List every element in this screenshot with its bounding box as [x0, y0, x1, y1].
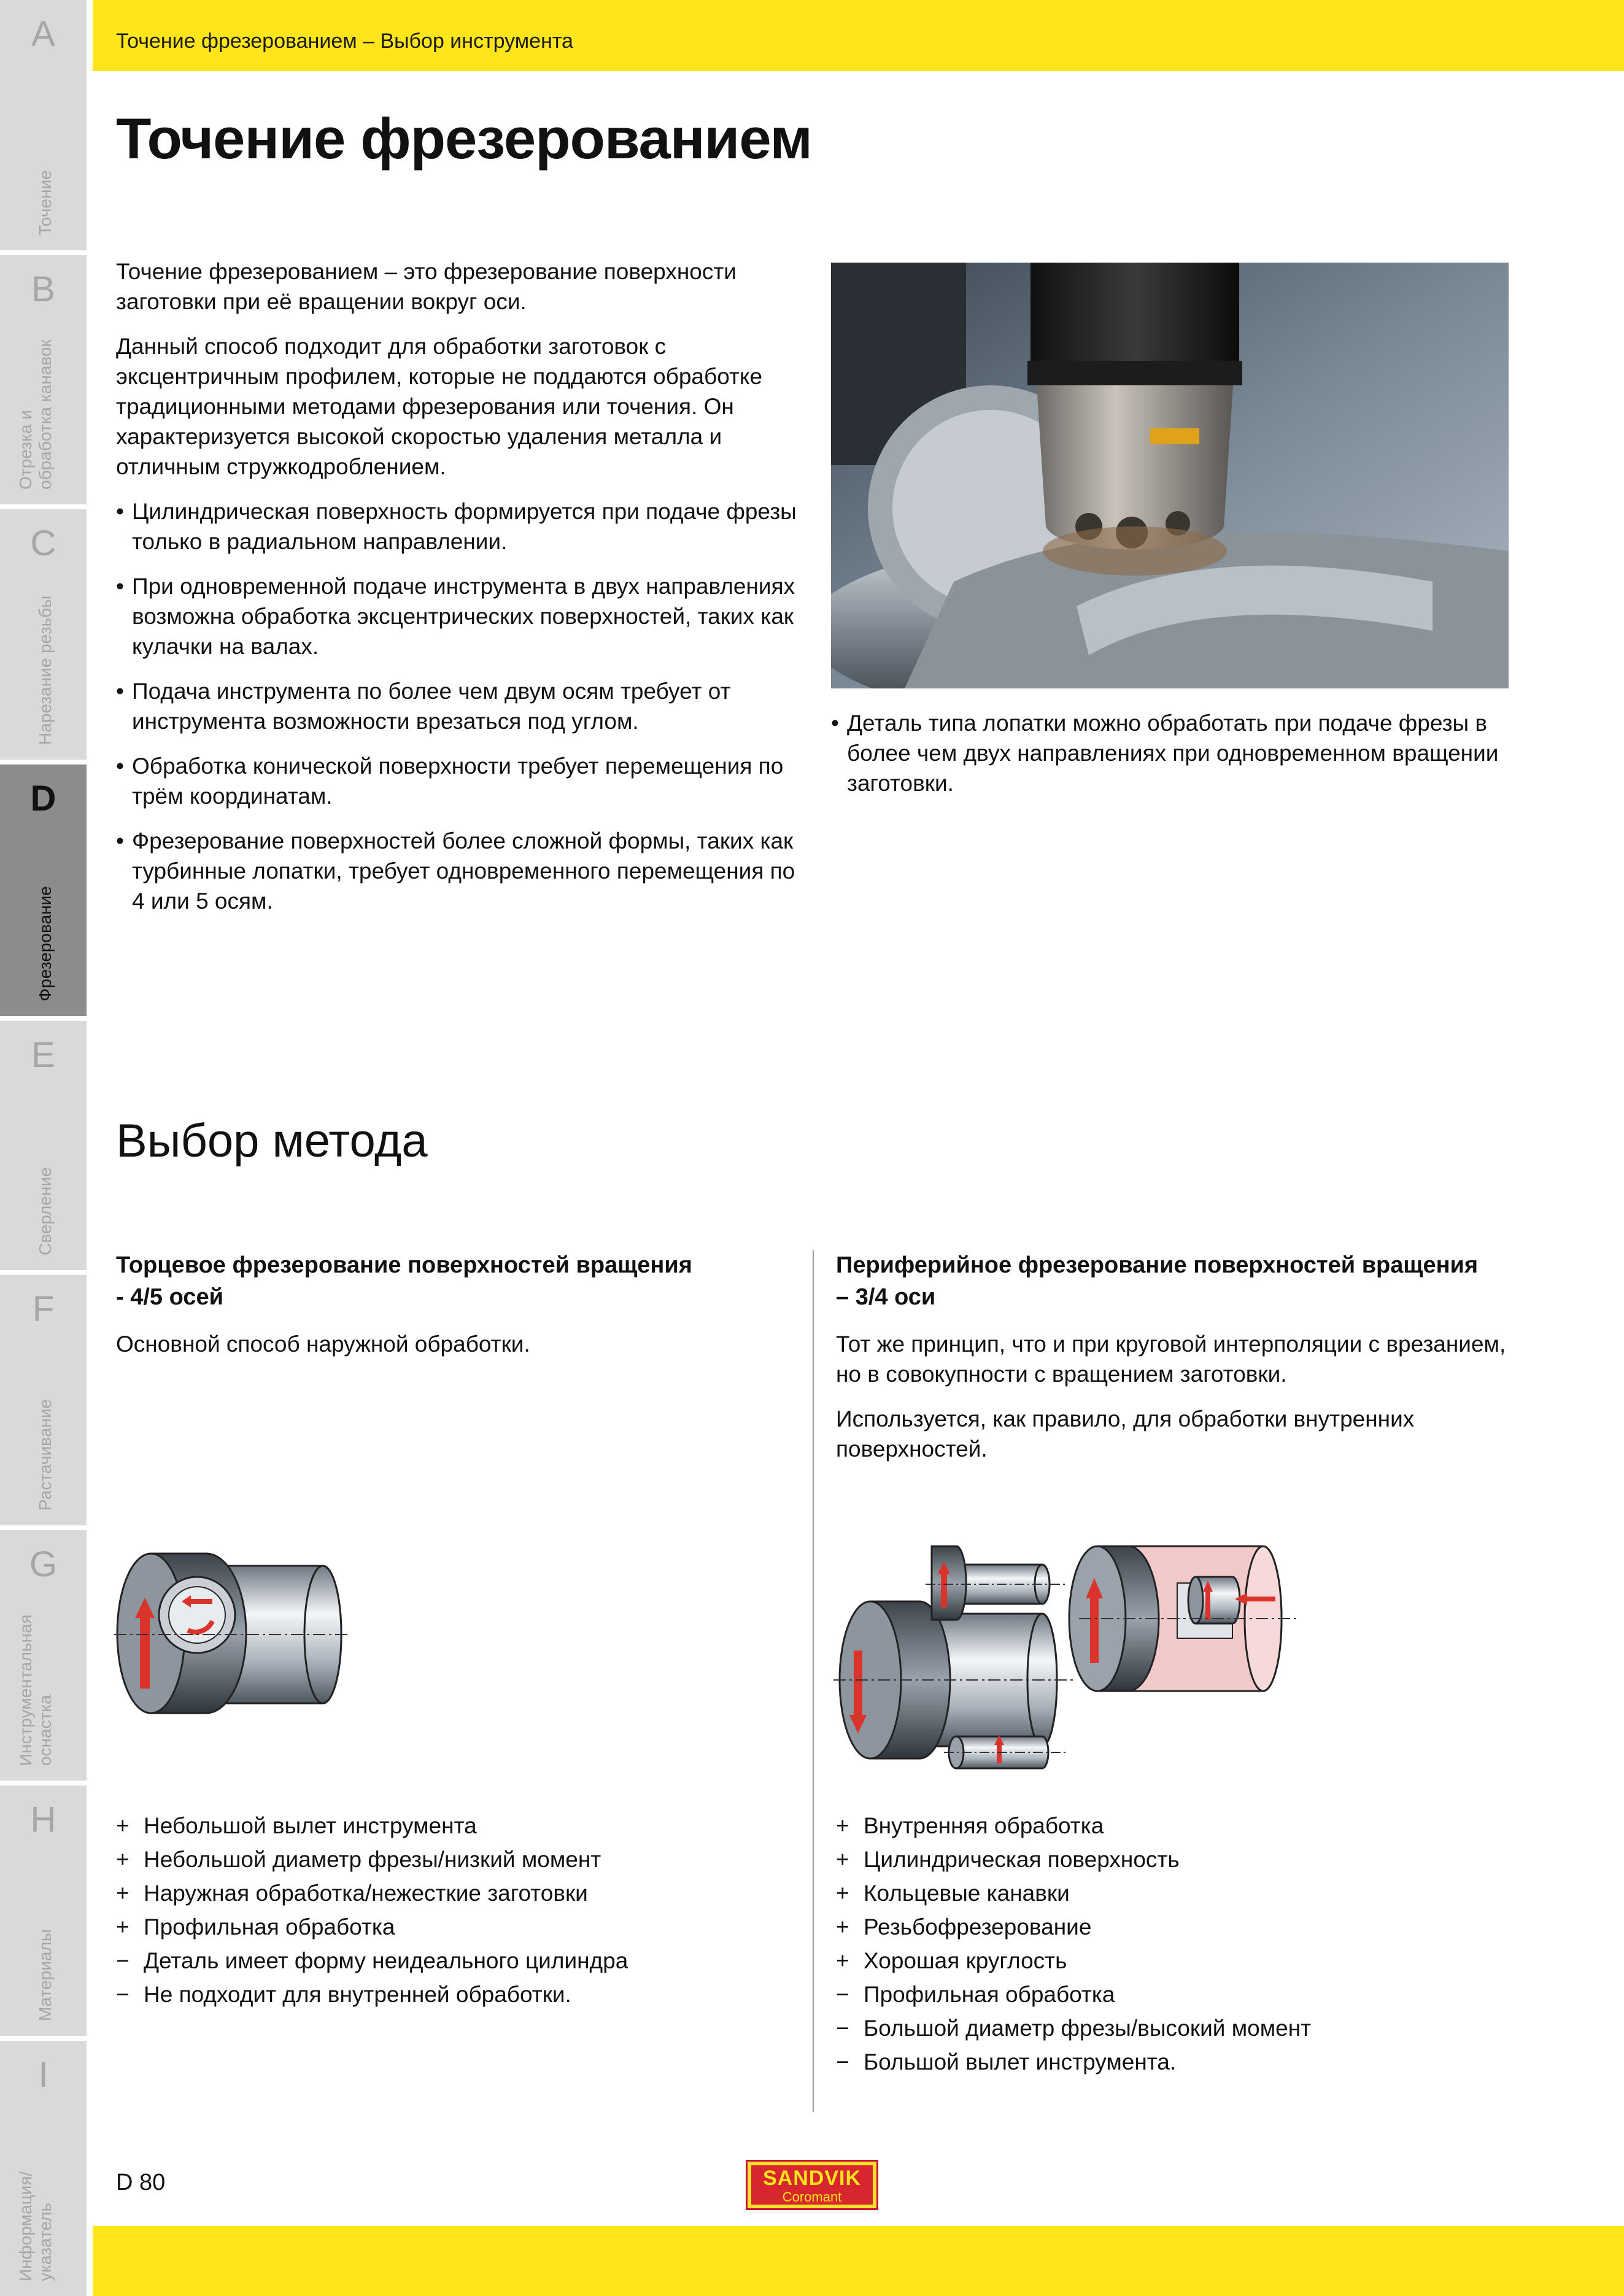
- list-item: [116, 1876, 628, 1910]
- list-item-sign: +: [836, 1813, 849, 1838]
- list-item: [836, 1978, 1311, 2011]
- side-tab-letter: A: [31, 14, 55, 54]
- side-tab-label: Отрезка и обработка канавок: [16, 339, 55, 490]
- list-item-sign: −: [836, 2049, 849, 2074]
- face-milling-diagram: [114, 1541, 347, 1725]
- list-item: [836, 2045, 1311, 2079]
- intro-bullet: • При одновременной подаче инструмента в двух направлениях возможна обработка эксцентрических поверхностей, таких как кулачки на валах.: [116, 571, 810, 661]
- list-item-sign: −: [836, 1982, 849, 2007]
- right-method-heading-line1: Периферийное фрезерование поверхностей вращения: [836, 1252, 1479, 1278]
- left-method-heading: [116, 1249, 797, 1313]
- side-tab-i[interactable]: [0, 2041, 87, 2296]
- intro-paragraph: Точение фрезерованием – это фрезерование поверхности заготовки при её вращении вокруг оси.: [116, 259, 737, 314]
- side-tab-letter: G: [29, 1544, 58, 1584]
- left-method-desc: [116, 1329, 797, 1374]
- photo-caption-bullet: • Деталь типа лопатки можно обработать при подаче фрезы в более чем двух направлениях при одновременном вращении заготовки.: [831, 708, 1512, 798]
- list-item: [836, 1876, 1311, 1910]
- intro-text: [116, 256, 810, 931]
- logo-panel: [751, 2165, 873, 2205]
- left-method-desc-text: Основной способ наружной обработки.: [116, 1331, 530, 1357]
- list-item-text: Наружная обработка/нежесткие заготовки: [144, 1881, 588, 1906]
- list-item: [836, 1809, 1311, 1843]
- list-item-text: Кольцевые канавки: [864, 1881, 1070, 1906]
- list-item-text: Хорошая круглость: [864, 1948, 1067, 1973]
- side-tab-h[interactable]: [0, 1786, 87, 2036]
- side-tab-label: Информация/ указатель: [16, 2171, 55, 2281]
- left-pros-cons-list: [116, 1809, 628, 2011]
- side-tab-label: Растачивание: [36, 1399, 55, 1511]
- list-item-sign: +: [116, 1881, 130, 1906]
- list-item-text: Профильная обработка: [144, 1914, 395, 1940]
- list-item-text: Небольшой диаметр фрезы/низкий момент: [144, 1847, 601, 1872]
- side-tab-g[interactable]: [0, 1530, 87, 1781]
- header-bar: [93, 0, 1624, 71]
- left-method-heading-line2: - 4/5 осей: [116, 1284, 223, 1310]
- photo-caption: [831, 708, 1512, 813]
- list-item: [116, 1843, 628, 1876]
- list-item: [836, 1944, 1311, 1978]
- list-item-text: Профильная обработка: [864, 1982, 1115, 2007]
- list-item-text: Большой вылет инструмента.: [864, 2049, 1177, 2074]
- list-item-sign: −: [836, 2016, 849, 2041]
- list-item-text: Небольшой вылет инструмента: [144, 1813, 477, 1838]
- side-tab-label: Точение: [36, 170, 55, 236]
- side-tab-label: Нарезание резьбы: [36, 595, 55, 745]
- side-tab-letter: D: [30, 779, 56, 819]
- intro-paragraph: Данный способ подходит для обработки заготовок с эксцентричным профилем, которые не поддаются обработке традиционными методами фрезерования или точения. Он характеризуется высокой скоростью удаления металла и отличным стружкодроблением.: [116, 334, 763, 479]
- milling-photo-illustration: [831, 263, 1509, 688]
- logo-sub-text: Coromant: [782, 2189, 842, 2205]
- side-tab-label: Фрезерование: [36, 886, 55, 1001]
- side-tab-bar: [0, 0, 87, 2296]
- list-item-text: Деталь имеет форму неидеального цилиндра: [144, 1948, 628, 1973]
- side-tab-f[interactable]: [0, 1275, 87, 1525]
- right-method-heading: [836, 1249, 1536, 1313]
- side-tab-letter: C: [30, 523, 56, 563]
- list-item: [836, 1910, 1311, 1944]
- right-method-desc-text: Тот же принцип, что и при круговой интерполяции с врезанием, но в совокупности с вращением заготовки.: [836, 1331, 1506, 1387]
- list-item-sign: +: [836, 1914, 849, 1940]
- list-item-text: Цилиндрическая поверхность: [864, 1847, 1180, 1872]
- list-item: [116, 1809, 628, 1843]
- list-item-sign: −: [116, 1948, 130, 1973]
- side-tab-c[interactable]: [0, 509, 87, 760]
- side-tab-letter: I: [38, 2055, 48, 2095]
- page-number: D 80: [116, 2170, 166, 2195]
- list-item-sign: +: [116, 1847, 130, 1872]
- side-tab-label: Материалы: [36, 1929, 55, 2021]
- list-item-sign: +: [836, 1881, 849, 1906]
- side-tab-letter: B: [31, 269, 55, 309]
- side-tab-a[interactable]: [0, 0, 87, 250]
- list-item-text: Не подходит для внутренней обработки.: [144, 1982, 571, 2007]
- list-item: [836, 2011, 1311, 2045]
- list-item: [836, 1843, 1311, 1876]
- page-title: Точение фрезерованием: [116, 106, 812, 171]
- list-item: [116, 1910, 628, 1944]
- side-tab-label: Инструментальная оснастка: [16, 1614, 55, 1766]
- right-method-desc: [836, 1329, 1523, 1479]
- list-item: [116, 1944, 628, 1978]
- intro-bullet: • Фрезерование поверхностей более сложной формы, таких как турбинные лопатки, требует одновременного перемещения по 4 или 5 осям.: [116, 826, 810, 916]
- list-item: [116, 1978, 628, 2011]
- left-method-heading-line1: Торцевое фрезерование поверхностей вращения: [116, 1252, 692, 1278]
- side-tab-e[interactable]: [0, 1021, 87, 1270]
- breadcrumb: Точение фрезерованием – Выбор инструмента: [116, 29, 573, 53]
- side-tab-letter: E: [31, 1035, 55, 1075]
- list-item-text: Большой диаметр фрезы/высокий момент: [864, 2016, 1312, 2041]
- section-title: Выбор метода: [116, 1115, 428, 1167]
- list-item-sign: −: [116, 1982, 130, 2007]
- logo-brand-text: SANDVIK: [762, 2167, 862, 2190]
- list-item-sign: +: [116, 1813, 130, 1838]
- side-tab-label: Сверление: [36, 1167, 55, 1255]
- right-method-desc-text: Используется, как правило, для обработки внутренних поверхностей.: [836, 1406, 1415, 1462]
- side-tab-d[interactable]: [0, 765, 87, 1016]
- side-tab-b[interactable]: [0, 255, 87, 504]
- list-item-text: Внутренняя обработка: [864, 1813, 1104, 1838]
- intro-bullet: • Подача инструмента по более чем двум осям требует от инструмента возможности врезаться под углом.: [116, 676, 810, 736]
- list-item-sign: +: [116, 1914, 130, 1940]
- side-tab-letter: H: [30, 1800, 56, 1839]
- intro-bullet: • Обработка конической поверхности требует перемещения по трём координатам.: [116, 751, 810, 811]
- footer-bar: [93, 2226, 1624, 2296]
- list-item-text: Резьбофрезерование: [864, 1914, 1092, 1940]
- list-item-sign: +: [836, 1847, 849, 1872]
- peripheral-milling-diagram: [833, 1540, 1306, 1773]
- column-divider: [813, 1250, 814, 2112]
- milling-photo: [831, 263, 1509, 688]
- intro-bullet: • Цилиндрическая поверхность формируется при подаче фрезы только в радиальном направлении.: [116, 496, 810, 557]
- list-item-sign: +: [836, 1948, 849, 1973]
- side-tab-letter: F: [32, 1289, 55, 1329]
- right-method-heading-line2: – 3/4 оси: [836, 1284, 936, 1310]
- sandvik-logo: [746, 2160, 878, 2210]
- right-pros-cons-list: [836, 1809, 1311, 2079]
